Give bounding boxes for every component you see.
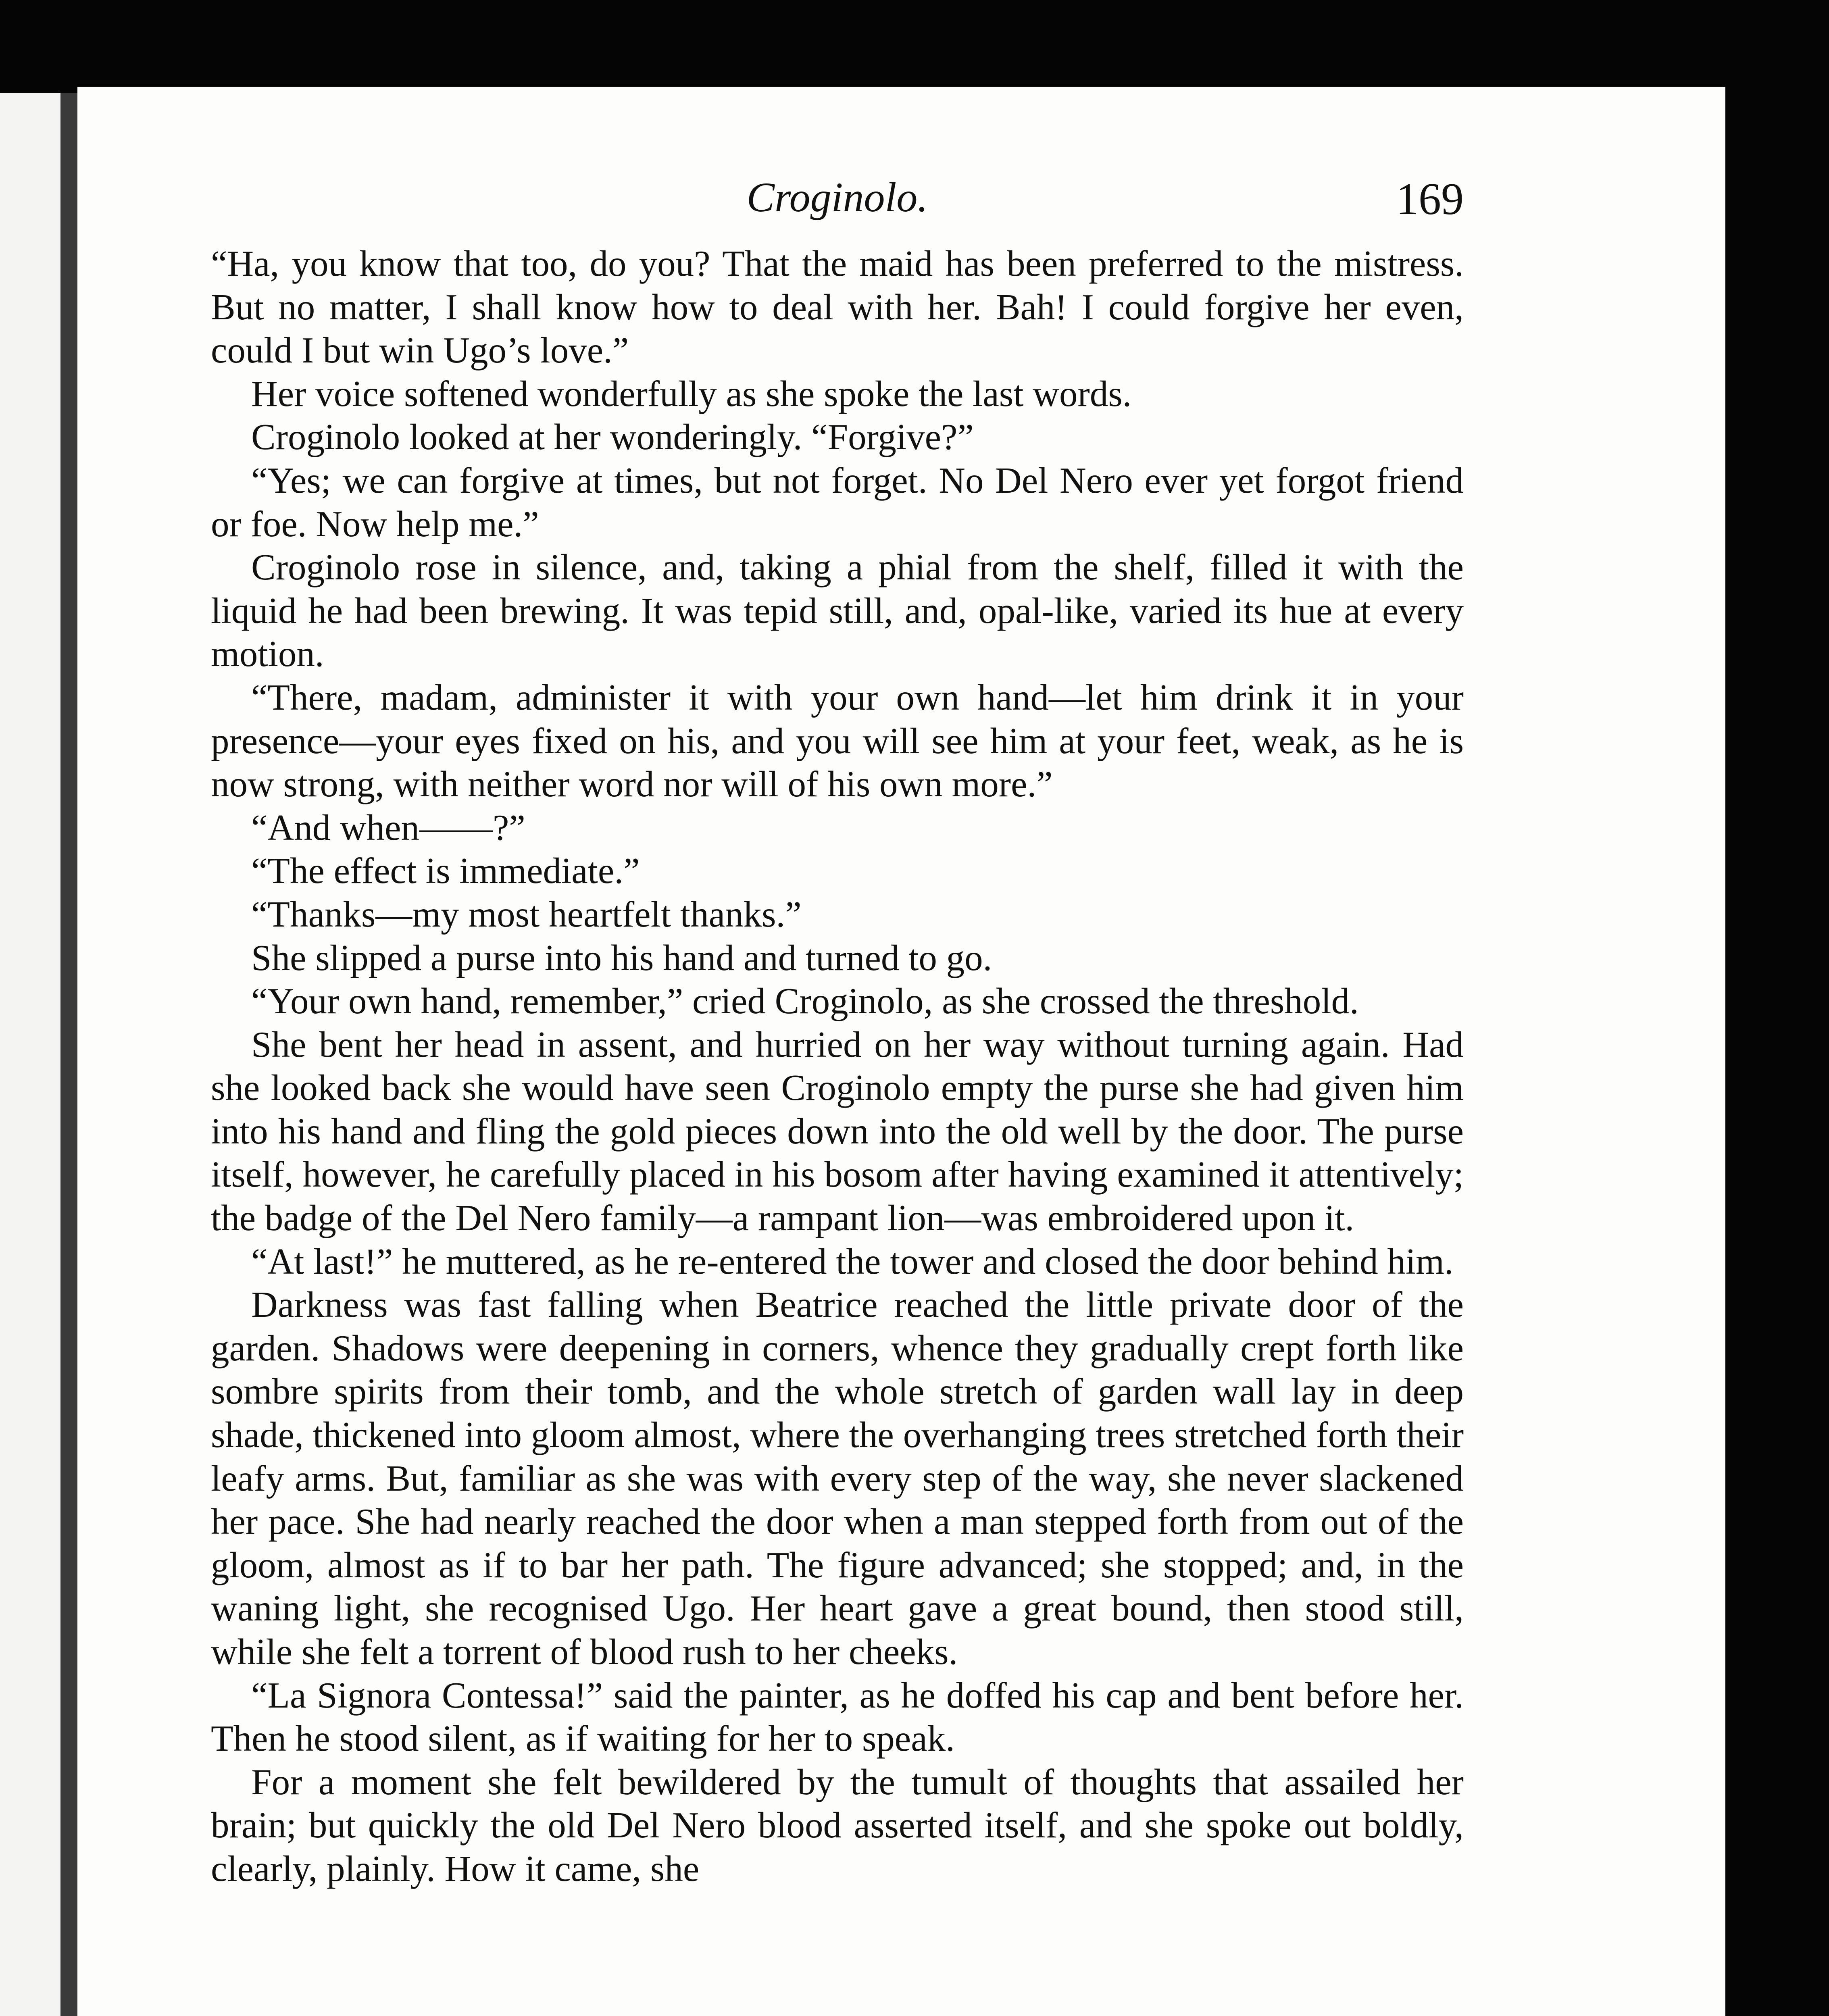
paragraph: “And when——?”: [251, 807, 525, 848]
paragraph: For a moment she felt bewildered by the tumult of thoughts that assailed her brain; but quickly the old Del Nero blood asserted itself, and she spoke out boldly, clearly, plainly. How it came, she: [211, 1761, 1464, 1889]
paragraph: Croginolo rose in silence, and, taking a phial from the shelf, filled it with the liquid he had been brewing. It was tepid still, and, opal-like, varied its hue at every motion.: [211, 547, 1464, 675]
paragraph: Croginolo looked at her wonderingly. “Forgive?”: [251, 417, 974, 458]
paragraph: “There, madam, administer it with your own hand—let him drink it in your presence—your eyes fixed on his, and you will see him at your feet, weak, as he is now strong, with neither word nor will of his own more.”: [211, 677, 1464, 805]
paragraph: “La Signora Contessa!” said the painter, as he doffed his cap and bent before her. Then he stood silent, as if waiting for her to speak.: [211, 1674, 1464, 1759]
book-spine: [60, 93, 77, 2016]
paragraph: Darkness was fast falling when Beatrice reached the little private door of the garden. Shadows were deepening in corners, whence they gradually crept forth like sombre spirits from their tomb, and the whole stretch of garden wall lay in deep shade, thickened into gloom almost, where the overhanging trees stretched forth their leafy arms. But, familiar as she was with every step of the way, she never slackened her pace. She had nearly reached the door when a man stepped forth from out of the gloom, almost as if to bar her path. The figure advanced; she stopped; and, in the waning light, she recognised Ugo. Her heart gave a great bound, then stood still, while she felt a torrent of blood rush to her cheeks.: [211, 1284, 1464, 1672]
paragraph: “Your own hand, remember,” cried Croginolo, as she crossed the threshold.: [251, 981, 1359, 1022]
body-text: [211, 242, 1464, 2016]
paragraph: “Thanks—my most heartfelt thanks.”: [251, 893, 802, 935]
paragraph: “The effect is immediate.”: [251, 850, 640, 891]
running-title: Croginolo.: [746, 174, 928, 221]
facing-page-edge: [0, 93, 60, 2016]
paragraph: “Yes; we can forgive at times, but not forget. No Del Nero ever yet forgot friend or foe. Now help me.”: [211, 460, 1464, 544]
paragraph: Her voice softened wonderfully as she spoke the last words.: [251, 373, 1132, 414]
paragraph: “Ha, you know that too, do you? That the maid has been preferred to the mistress. But no matter, I shall know how to deal with her. Bah! I could forgive her even, could I but win Ugo’s love.”: [211, 243, 1464, 371]
page-header: [211, 173, 1464, 242]
paragraph: She bent her head in assent, and hurried on her way without turning again. Had she looked back she would have seen Croginolo empty the purse she had given him into his hand and fling the gold pieces down into the old well by the door. The purse itself, however, he carefully placed in his bosom after having examined it attentively; the badge of the Del Nero family—a rampant lion—was embroidered upon it.: [211, 1024, 1464, 1239]
paragraph: “At last!” he muttered, as he re-entered the tower and closed the door behind him.: [251, 1241, 1454, 1282]
paragraph: She slipped a purse into his hand and turned to go.: [251, 937, 992, 978]
page-number: 169: [1396, 174, 1464, 224]
